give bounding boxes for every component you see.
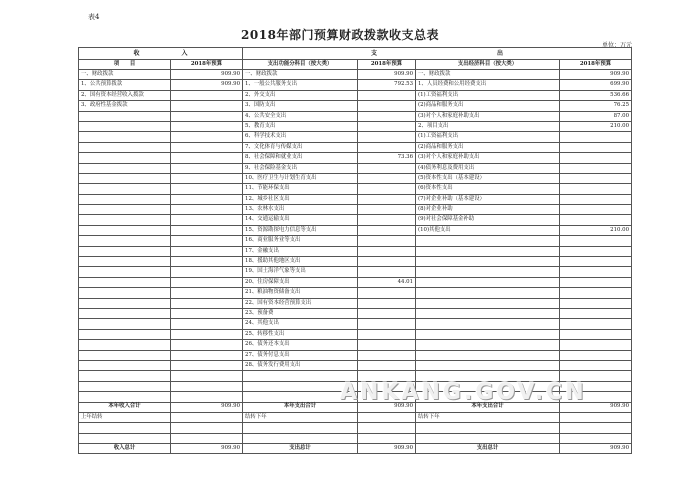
income-item <box>79 298 171 308</box>
func-value <box>358 257 416 267</box>
func-item: 22、国有资本经营预算支出 <box>243 298 358 308</box>
income-item <box>79 319 171 329</box>
func-item: 11、节能环保支出 <box>243 184 358 194</box>
table-header-row <box>79 60 632 70</box>
func-value <box>358 184 416 194</box>
func-value <box>358 340 416 350</box>
func-item: 14、交通运输支出 <box>243 215 358 225</box>
table-row <box>79 215 632 225</box>
econ-value <box>560 381 632 391</box>
econ-item: (2)商品和服务支出 <box>416 142 560 152</box>
func-item: 13、农林水支出 <box>243 205 358 215</box>
func-value: 73.36 <box>358 153 416 163</box>
econ-value: 210.00 <box>560 225 632 235</box>
econ-value <box>560 329 632 339</box>
income-value <box>171 288 243 298</box>
table-row <box>79 340 632 350</box>
income-item <box>79 350 171 360</box>
income-item <box>79 360 171 370</box>
func-item: 4、公共安全支出 <box>243 111 358 121</box>
income-item <box>79 194 171 204</box>
income-value <box>171 392 243 402</box>
income-total-value: 909.90 <box>171 444 243 454</box>
income-value <box>171 163 243 173</box>
func-item <box>243 392 358 402</box>
econ-value <box>560 298 632 308</box>
table-row <box>79 257 632 267</box>
carry-in-label: 上年结转 <box>79 412 171 422</box>
func-value <box>358 350 416 360</box>
func-value <box>358 163 416 173</box>
func-item: 1、一般公共服务支出 <box>243 80 358 90</box>
func-item <box>243 381 358 391</box>
func-value: 792.53 <box>358 80 416 90</box>
econ-value <box>560 267 632 277</box>
income-item <box>79 381 171 391</box>
func-item: 7、文化体育与传媒支出 <box>243 142 358 152</box>
income-value <box>171 236 243 246</box>
income-value <box>171 132 243 142</box>
income-item: 2、国有资本经营收入拨款 <box>79 90 171 100</box>
income-value <box>171 90 243 100</box>
econ-item <box>416 267 560 277</box>
econ-total-value: 909.90 <box>560 444 632 454</box>
econ-item <box>416 308 560 318</box>
table-row <box>79 101 632 111</box>
econ-value <box>560 215 632 225</box>
table-row <box>79 121 632 131</box>
func-total-value: 909.90 <box>358 444 416 454</box>
income-value <box>171 267 243 277</box>
econ-item: (1)工资福利支出 <box>416 90 560 100</box>
income-item <box>79 121 171 131</box>
func-item: 27、债务付息支出 <box>243 350 358 360</box>
table-row <box>79 288 632 298</box>
econ-value <box>560 340 632 350</box>
carry-econ-label: 结转下年 <box>416 412 560 422</box>
site-watermark: ANKANG.GOV.CN <box>340 380 587 405</box>
econ-value: 699.90 <box>560 80 632 90</box>
table-row <box>79 111 632 121</box>
table-row <box>79 205 632 215</box>
table-row <box>79 142 632 152</box>
income-item: 3、政府性基金拨款 <box>79 101 171 111</box>
econ-item <box>416 340 560 350</box>
income-value <box>171 381 243 391</box>
func-item: 20、住房保障支出 <box>243 277 358 287</box>
income-item <box>79 267 171 277</box>
econ-item: 2、项目支出 <box>416 121 560 131</box>
table-header-group-row <box>79 48 632 60</box>
econ-value <box>560 184 632 194</box>
econ-item: (1)工资福利支出 <box>416 132 560 142</box>
econ-value <box>560 392 632 402</box>
income-item <box>79 132 171 142</box>
func-value <box>358 360 416 370</box>
income-value <box>171 205 243 215</box>
econ-item: (2)商品和服务支出 <box>416 101 560 111</box>
func-value <box>358 329 416 339</box>
table-row <box>79 246 632 256</box>
year-econ-value: 909.90 <box>560 402 632 412</box>
econ-value <box>560 246 632 256</box>
table-row <box>79 392 632 402</box>
income-value <box>171 277 243 287</box>
unit-label: 单位：万元 <box>601 42 632 49</box>
func-item: 24、其他支出 <box>243 319 358 329</box>
func-value <box>358 142 416 152</box>
income-value: 909.90 <box>171 80 243 90</box>
func-item: 16、商业服务业等支出 <box>243 236 358 246</box>
table-row <box>79 319 632 329</box>
econ-value <box>560 194 632 204</box>
year-func-label: 本年支出合计 <box>243 402 358 412</box>
econ-value: 87.00 <box>560 111 632 121</box>
func-item: 21、粮油物资储备支出 <box>243 288 358 298</box>
table-row <box>79 225 632 235</box>
blank-row <box>79 423 632 433</box>
econ-value <box>560 288 632 298</box>
table-row <box>79 80 632 90</box>
table-row <box>79 329 632 339</box>
table-row <box>79 360 632 370</box>
func-item: 23、预备费 <box>243 308 358 318</box>
income-item <box>79 173 171 183</box>
econ-value <box>560 350 632 360</box>
totals-body <box>79 402 632 454</box>
func-item: 19、国土海洋气象等支出 <box>243 267 358 277</box>
econ-value <box>560 257 632 267</box>
income-item <box>79 163 171 173</box>
income-item <box>79 205 171 215</box>
func-item: 26、债务还本支出 <box>243 340 358 350</box>
func-item: 8、社会保障和就业支出 <box>243 153 358 163</box>
func-item: 12、城乡社区支出 <box>243 194 358 204</box>
income-item <box>79 153 171 163</box>
func-value <box>358 173 416 183</box>
table-row <box>79 153 632 163</box>
econ-value <box>560 173 632 183</box>
budget-table <box>78 47 632 454</box>
year-income-label: 本年收入合计 <box>79 402 171 412</box>
grand-total-row <box>79 444 632 454</box>
econ-value <box>560 142 632 152</box>
econ-item <box>416 236 560 246</box>
econ-item <box>416 319 560 329</box>
econ-value <box>560 277 632 287</box>
table-row <box>79 381 632 391</box>
func-value: 909.90 <box>358 70 416 80</box>
econ-value: 909.90 <box>560 70 632 80</box>
func-value <box>358 90 416 100</box>
income-item <box>79 142 171 152</box>
func-value <box>358 101 416 111</box>
econ-item <box>416 381 560 391</box>
income-item: 一、财政拨款 <box>79 70 171 80</box>
income-item <box>79 308 171 318</box>
econ-item <box>416 329 560 339</box>
income-value <box>171 350 243 360</box>
income-value <box>171 184 243 194</box>
col-header-econ: 支出经济科目（按大类） <box>416 60 560 70</box>
carry-row <box>79 412 632 422</box>
econ-value <box>560 236 632 246</box>
income-value <box>171 246 243 256</box>
carry-func-label: 结转下年 <box>243 412 358 422</box>
econ-item: (10)其他支出 <box>416 225 560 235</box>
func-value <box>358 236 416 246</box>
econ-item <box>416 298 560 308</box>
func-item: 5、教育支出 <box>243 121 358 131</box>
econ-item: (6)资本性支出 <box>416 184 560 194</box>
income-value <box>171 173 243 183</box>
col-header-func-budget: 2018年预算 <box>358 60 416 70</box>
func-value <box>358 246 416 256</box>
income-item <box>79 329 171 339</box>
income-item <box>79 111 171 121</box>
page-title: 2018年部门预算财政拨款收支总表 <box>241 28 439 42</box>
income-value <box>171 194 243 204</box>
col-header-econ-budget: 2018年预算 <box>560 60 632 70</box>
func-value <box>358 298 416 308</box>
income-value <box>171 371 243 381</box>
income-header: 收 入 <box>79 48 243 60</box>
income-item <box>79 277 171 287</box>
econ-value <box>560 153 632 163</box>
econ-value <box>560 205 632 215</box>
year-income-value: 909.90 <box>171 402 243 412</box>
econ-item <box>416 277 560 287</box>
income-item <box>79 184 171 194</box>
func-value <box>358 215 416 225</box>
econ-item: (7)对企业补助（基本建设） <box>416 194 560 204</box>
func-value <box>358 392 416 402</box>
income-value <box>171 121 243 131</box>
econ-value <box>560 308 632 318</box>
income-value <box>171 215 243 225</box>
func-value <box>358 194 416 204</box>
func-value <box>358 381 416 391</box>
econ-value <box>560 319 632 329</box>
econ-value: 210.00 <box>560 121 632 131</box>
income-value <box>171 225 243 235</box>
econ-value <box>560 163 632 173</box>
func-value <box>358 225 416 235</box>
func-item: 17、金融支出 <box>243 246 358 256</box>
econ-item: (8)对企业补助 <box>416 205 560 215</box>
func-value <box>358 132 416 142</box>
func-item: 25、转移性支出 <box>243 329 358 339</box>
table-row <box>79 308 632 318</box>
income-item <box>79 288 171 298</box>
econ-value <box>560 360 632 370</box>
func-value <box>358 371 416 381</box>
func-value <box>358 319 416 329</box>
col-header-func: 支出功能分科目（按大类） <box>243 60 358 70</box>
econ-value <box>560 371 632 381</box>
econ-item <box>416 360 560 370</box>
table-row <box>79 267 632 277</box>
func-value <box>358 111 416 121</box>
func-value <box>358 288 416 298</box>
econ-item: (3)对个人和家庭补助支出 <box>416 111 560 121</box>
table-row <box>79 194 632 204</box>
func-item: 2、外交支出 <box>243 90 358 100</box>
income-value <box>171 153 243 163</box>
income-item <box>79 225 171 235</box>
econ-item: (9)对社会保障基金补助 <box>416 215 560 225</box>
econ-item: 一、财政拨款 <box>416 70 560 80</box>
table-row <box>79 277 632 287</box>
expense-header: 支 出 <box>243 48 632 60</box>
econ-item: (3)对个人和家庭补助支出 <box>416 153 560 163</box>
income-value <box>171 360 243 370</box>
econ-item: 1、人员经费和公用经费支出 <box>416 80 560 90</box>
econ-item <box>416 288 560 298</box>
econ-value <box>560 132 632 142</box>
income-item <box>79 236 171 246</box>
table-row <box>79 371 632 381</box>
table-row <box>79 90 632 100</box>
func-value <box>358 121 416 131</box>
income-value <box>171 319 243 329</box>
income-item <box>79 257 171 267</box>
func-value: 44.01 <box>358 277 416 287</box>
func-total-label: 支出总计 <box>243 444 358 454</box>
table-row <box>79 298 632 308</box>
econ-value: 76.25 <box>560 101 632 111</box>
table-row <box>79 173 632 183</box>
income-value <box>171 340 243 350</box>
income-item <box>79 392 171 402</box>
income-total-label: 收入总计 <box>79 444 171 454</box>
income-value <box>171 329 243 339</box>
func-item <box>243 371 358 381</box>
table-row <box>79 163 632 173</box>
func-item: 3、国防支出 <box>243 101 358 111</box>
year-total-row <box>79 402 632 412</box>
econ-value: 536.66 <box>560 90 632 100</box>
table-row <box>79 132 632 142</box>
income-item <box>79 340 171 350</box>
table-row <box>79 70 632 80</box>
blank-row <box>79 433 632 443</box>
table-row <box>79 184 632 194</box>
econ-item <box>416 350 560 360</box>
col-header-item: 项 目 <box>79 60 171 70</box>
col-header-budget: 2018年预算 <box>171 60 243 70</box>
func-value <box>358 205 416 215</box>
econ-total-label: 支出总计 <box>416 444 560 454</box>
year-func-value: 909.90 <box>358 402 416 412</box>
income-value <box>171 101 243 111</box>
func-item: 15、资源勘探电力信息等支出 <box>243 225 358 235</box>
income-item <box>79 246 171 256</box>
func-item: 10、医疗卫生与计划生育支出 <box>243 173 358 183</box>
table-number: 表4 <box>88 13 100 21</box>
func-value <box>358 308 416 318</box>
econ-item: (5)资本性支出（基本建设） <box>416 173 560 183</box>
func-item: 6、科学技术支出 <box>243 132 358 142</box>
func-item: 一、财政拨款 <box>243 70 358 80</box>
table-row <box>79 236 632 246</box>
income-item: 1、公共预算拨款 <box>79 80 171 90</box>
year-econ-label: 本年支出合计 <box>416 402 560 412</box>
func-item: 28、债务发行费用支出 <box>243 360 358 370</box>
func-item: 18、援助其他地区支出 <box>243 257 358 267</box>
econ-item <box>416 257 560 267</box>
econ-item <box>416 246 560 256</box>
income-item <box>79 215 171 225</box>
econ-item: (4)债务利息及费用支出 <box>416 163 560 173</box>
func-value <box>358 267 416 277</box>
econ-item <box>416 371 560 381</box>
income-value <box>171 142 243 152</box>
income-value <box>171 298 243 308</box>
econ-item <box>416 392 560 402</box>
income-item <box>79 371 171 381</box>
income-value <box>171 257 243 267</box>
income-value <box>171 111 243 121</box>
income-value: 909.90 <box>171 70 243 80</box>
table-row <box>79 350 632 360</box>
func-item: 9、社会保险基金支出 <box>243 163 358 173</box>
income-value <box>171 308 243 318</box>
budget-table-body <box>79 48 632 403</box>
